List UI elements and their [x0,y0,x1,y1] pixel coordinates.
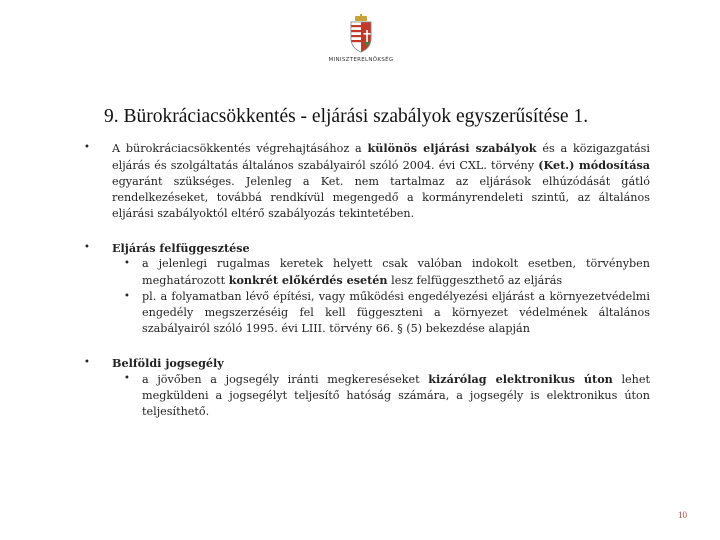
header-logo [316,14,406,76]
section-heading-legal-assistance: Belföldi jogsegély [112,356,224,370]
sub-list-item [112,289,650,337]
slide-title: 9. Bürokráciacsökkentés - eljárási szabályok egyszerűsítése 1. [104,106,589,127]
text-segment: egyaránt szükséges. Jelenleg a Ket. nem tartalmaz az eljárások elhúzódását gátló rendelkezéseket, továbbá rendkívül megengedő a kormányrendeleti szintű, az általános eljárási szabályoktól eltérő szabályozás tekintetében. [112,175,650,220]
bold-segment: kizárólag elektronikus úton [428,372,613,386]
bullet: • [84,142,90,153]
text-segment: lehet megküldeni a jogsegélyt teljesítő hatóság számára, a jogsegély is elektronikus úton teljesíthető. [142,373,651,418]
bold-segment: konkrét előkérdés esetén [228,273,388,287]
sub-bullet: • [124,291,130,302]
slide-content [84,140,650,438]
bullet: • [84,242,90,253]
list-item [84,240,650,337]
sub-list-item [112,256,650,289]
text-segment: pl. a folyamatban lévő építési, vagy működési engedélyezési eljárást a környezetvédelmi engedély megszerzéséig fel kell függeszteni a környezet védelmének általános szabályairól szóló 1995. évi LIII. törvény 66. § (5) bekezdése alapján [142,290,650,335]
paragraph-ket-modification [112,140,650,222]
page-number: 10 [678,510,687,520]
bullet: • [84,357,90,368]
logo-text: MINISZTERELNÖKSÉG [328,57,394,63]
hungarian-coat-of-arms-icon [348,14,374,54]
text-segment: a jövőben a jogsegély iránti megkereséseket [142,373,429,386]
list-item [84,140,650,222]
sub-bullet: • [124,258,130,269]
sub-bullet: • [124,373,130,384]
text-segment: lesz felfüggeszthető az eljárás [387,274,563,287]
list-item [84,355,650,420]
section-heading-suspension: Eljárás felfüggesztése [112,241,250,255]
text-segment: a jelenlegi rugalmas keretek helyett csak valóban indokolt esetben, törvényben meghatározott [142,257,650,287]
bold-segment: (Ket.) módosítása [538,158,650,172]
text-segment: és a közigazgatási eljárás és szolgáltatás általános szabályairól szóló 2004. évi CXL. törvény [112,142,651,172]
sub-list-item [112,371,650,420]
text-segment: A bürokráciacsökkentés végrehajtásához a [112,142,368,155]
bold-segment: különös eljárási szabályok [367,141,537,155]
